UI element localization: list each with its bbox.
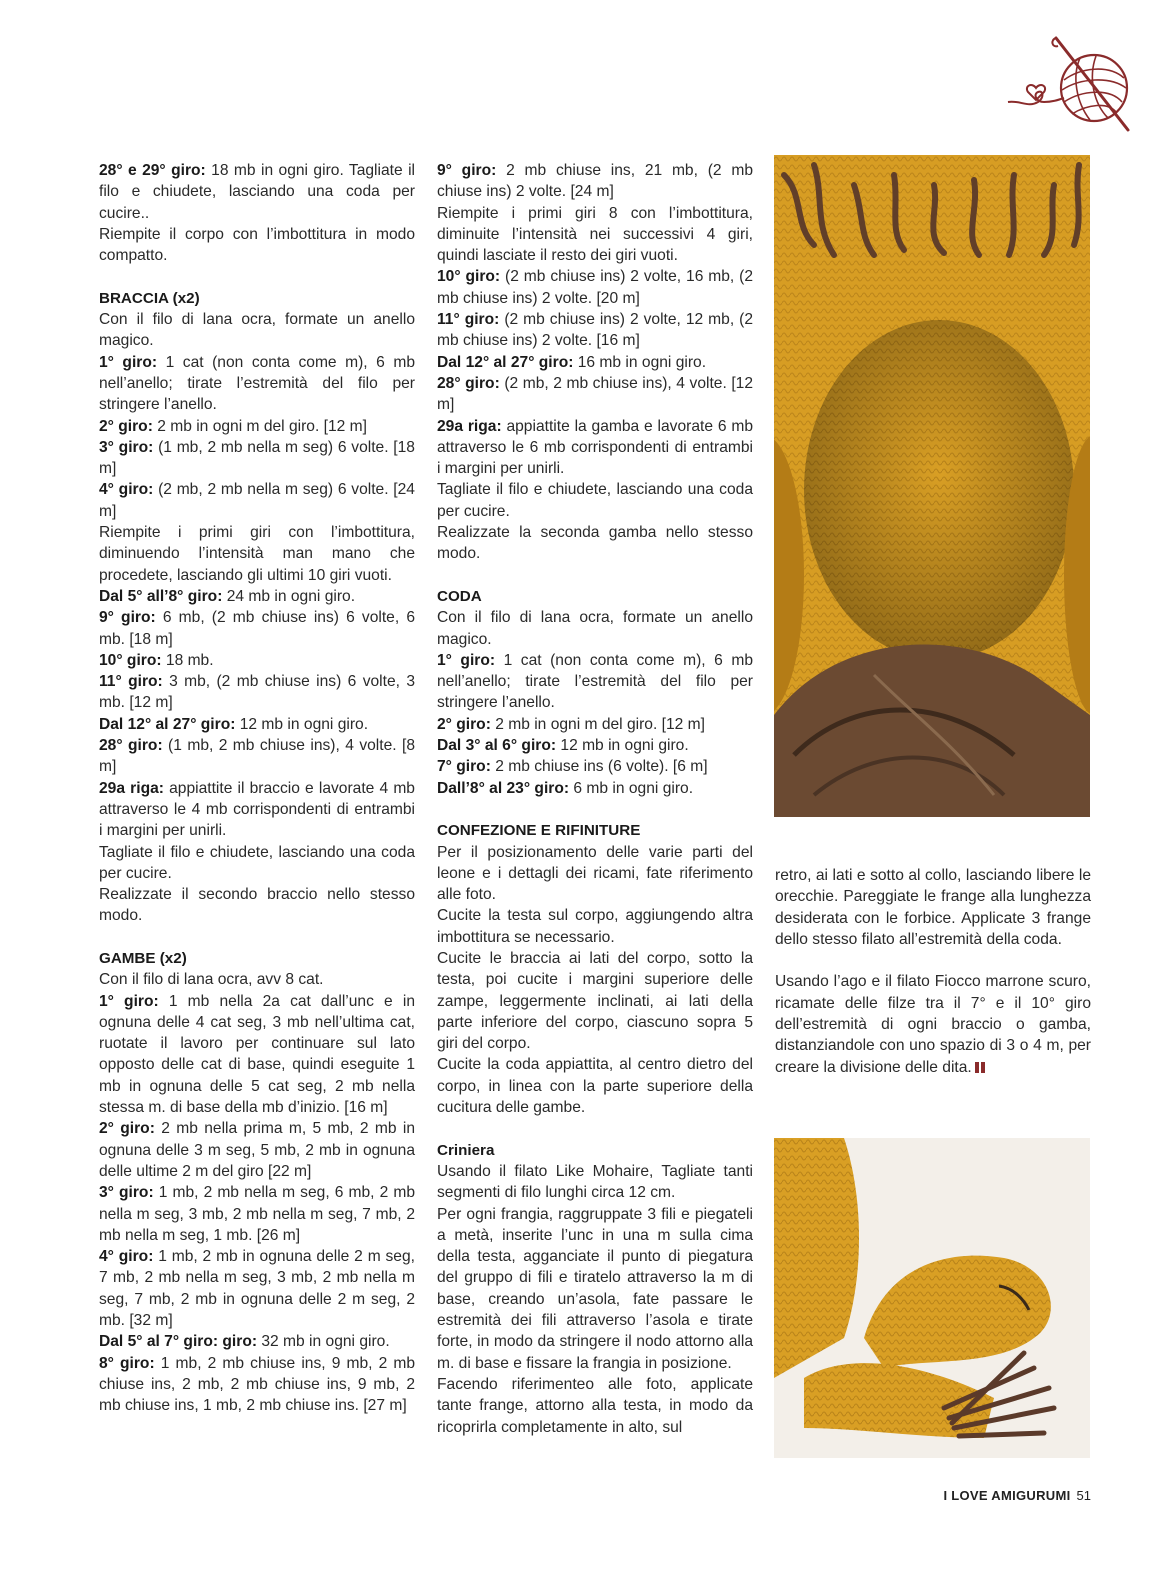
paragraph: Tagliate il filo e chiudete, lasciando una coda per cucire. xyxy=(99,843,415,882)
paragraph: 7° giro: 2 mb chiuse ins (6 volte). [6 m] xyxy=(437,758,708,776)
paragraph: Tagliate il filo e chiudete, lasciando una coda per cucire. xyxy=(437,481,753,520)
paragraph: 3° giro: 1 mb, 2 mb nella m seg, 6 mb, 2 mb nella m seg, 3 mb, 2 mb nella m seg, 7 mb, 2 mb nella m seg, 1 mb. [26 m] xyxy=(99,1184,415,1244)
section-title-criniera: Criniera xyxy=(437,1141,495,1159)
paragraph: Con il filo di lana ocra, avv 8 cat. xyxy=(99,971,324,989)
paragraph: 2° giro: 2 mb in ogni m del giro. [12 m] xyxy=(99,417,367,435)
paragraph: 28° e 29° giro: 18 mb in ogni giro. Tagliate il filo e chiudete, lasciando una coda per cucire.. xyxy=(99,162,415,222)
text-column-1 xyxy=(99,160,415,1417)
paragraph: 11° giro: 3 mb, (2 mb chiuse ins) 6 volte, 3 mb. [12 m] xyxy=(99,673,415,712)
paragraph: Dal 5° al 7° giro: giro: 32 mb in ogni giro. xyxy=(99,1333,390,1351)
paragraph: Cucite la coda appiattita, al centro dietro del corpo, in linea con la parte superiore della cucitura delle gambe. xyxy=(437,1056,753,1117)
paragraph: 29a riga: appiattite il braccio e lavorate 4 mb attraverso le 4 mb corrispondenti di entrambi i margini per unirli. xyxy=(99,779,415,840)
paragraph: 4° giro: (2 mb, 2 mb nella m seg) 6 volte. [24 m] xyxy=(99,481,415,520)
paragraph: 10° giro: (2 mb chiuse ins) 2 volte, 16 mb, (2 mb chiuse ins) 2 volte. [20 m] xyxy=(437,268,754,307)
paragraph: Realizzate il secondo braccio nello stesso modo. xyxy=(99,886,415,925)
section-title-braccia: BRACCIA (x2) xyxy=(99,289,200,307)
paragraph: Usando il filato Like Mohaire, Tagliate tanti segmenti di filo lunghi circa 12 cm. xyxy=(437,1162,753,1202)
paragraph: Dal 3° al 6° giro: 12 mb in ogni giro. xyxy=(437,737,689,755)
paragraph: 28° giro: (1 mb, 2 mb chiuse ins), 4 volte. [8 m] xyxy=(99,737,415,776)
paragraph: Realizzate la seconda gamba nello stesso modo. xyxy=(437,524,753,563)
paragraph: Cucite la testa sul corpo, aggiungendo altra imbottitura se necessario. xyxy=(437,907,753,946)
paragraph: Cucite le braccia ai lati del corpo, sotto la testa, poi cucite i margini superiore delle zampe, leggermente inclinati, ai lati della parte inferiore del corpo, ciascuno sopra 5 giri del corpo. xyxy=(437,949,753,1053)
lion-paw-tail-photo xyxy=(774,1138,1090,1458)
section-title-gambe: GAMBE (x2) xyxy=(99,949,187,967)
paragraph: 1° giro: 1 cat (non conta come m), 6 mb nell’anello; tirate l’estremità del filo per stringere l’anello. xyxy=(99,353,415,414)
paragraph: 9° giro: 2 mb chiuse ins, 21 mb, (2 mb chiuse ins) 2 volte. [24 m] xyxy=(437,162,753,201)
magazine-name: I LOVE AMIGURUMI xyxy=(943,1488,1071,1503)
paragraph: Usando l’ago e il filato Fiocco marrone scuro, ricamate delle filze tra il 7° e il 10° giro dell’estremità di ogni braccio o gamba, distanziandole con uno spazio di 3 o 4 m, per creare la divisione delle dita. xyxy=(775,973,1091,1076)
paragraph: Per il posizionamento delle varie parti del leone e i dettagli dei ricami, fate riferimento alle foto. xyxy=(437,843,753,904)
paragraph: 2° giro: 2 mb in ogni m del giro. [12 m] xyxy=(437,715,705,733)
paragraph: Con il filo di lana ocra, formate un anello magico. xyxy=(437,609,753,648)
lion-body-photo xyxy=(774,155,1090,817)
paragraph: 8° giro: 1 mb, 2 mb chiuse ins, 9 mb, 2 mb chiuse ins, 2 mb, 2 mb chiuse ins, 9 mb, 2 mb chiuse ins, 1 mb, 2 mb chiuse ins. [27 m] xyxy=(99,1354,415,1415)
paragraph: 2° giro: 2 mb nella prima m, 5 mb, 2 mb in ognuna delle 3 m seg, 5 mb, 2 mb in ognuna delle ultime 2 m del giro [22 m] xyxy=(99,1120,415,1180)
paragraph: Per ogni frangia, raggruppate 3 fili e piegateli a metà, inserite l’unc in una m sulla cima della testa, agganciate il punto di piegatura del gruppo di fili e tiratelo attraverso la m di base, creando un’asola, fate passare le estremità dei fili attraverso l’asola e tirate forte, in modo da stringere il nodo attorno alla m. di base e fissare la frangia in posizione. xyxy=(437,1205,753,1372)
paragraph: 1° giro: 1 cat (non conta come m), 6 mb nell’anello; tirate l’estremità del filo per stringere l’anello. xyxy=(437,651,753,712)
section-title-coda: CODA xyxy=(437,587,482,605)
end-of-article-icon xyxy=(975,1062,979,1073)
paragraph: Riempite i primi giri 8 con l’imbottitura, diminuite l’intensità nei successivi 4 giri, quindi lasciate il resto dei giri vuoti. xyxy=(437,204,753,265)
paragraph: retro, ai lati e sotto al collo, lasciando libere le orecchie. Pareggiate le frange alla lunghezza desiderata con le forbice. Applicate 3 frange dello stesso filato all’estremità della coda. xyxy=(775,867,1091,948)
paragraph: 28° giro: (2 mb, 2 mb chiuse ins), 4 volte. [12 m] xyxy=(437,374,754,414)
paragraph: 29a riga: appiattite la gamba e lavorate 6 mb attraverso le 6 mb corrispondenti di entrambi i margini per unirli. xyxy=(437,417,753,478)
section-title-confezione: CONFEZIONE E RIFINITURE xyxy=(437,822,641,840)
page-number: 51 xyxy=(1076,1488,1091,1503)
text-column-3 xyxy=(775,865,1091,1078)
paragraph: 4° giro: 1 mb, 2 mb in ognuna delle 2 m seg, 7 mb, 2 mb nella m seg, 3 mb, 2 mb nella m seg, 7 mb, 2 mb in ognuna delle 2 m seg, 2 mb. [32 m] xyxy=(99,1248,415,1330)
paragraph: Riempite i primi giri con l’imbottitura, diminuendo l’intensità man mano che procedete, lasciando gli ultimi 10 giri vuoti. xyxy=(99,524,415,584)
yarn-ball-logo-icon xyxy=(1000,30,1140,140)
page-footer xyxy=(943,1488,1091,1503)
paragraph: 3° giro: (1 mb, 2 mb nella m seg) 6 volte. [18 m] xyxy=(99,438,415,478)
text-column-2 xyxy=(437,160,753,1438)
paragraph: Dal 12° al 27° giro: 12 mb in ogni giro. xyxy=(99,715,369,733)
paragraph: Riempite il corpo con l’imbottitura in modo compatto. xyxy=(99,225,415,265)
paragraph: 11° giro: (2 mb chiuse ins) 2 volte, 12 mb, (2 mb chiuse ins) 2 volte. [16 m] xyxy=(437,311,753,350)
paragraph: 9° giro: 6 mb, (2 mb chiuse ins) 6 volte, 6 mb. [18 m] xyxy=(99,609,415,648)
paragraph: 1° giro: 1 mb nella 2a cat dall’unc e in ognuna delle 4 cat seg, 3 mb nell’ultima cat, ruotate il lavoro per continuare sul lato opposto delle cat di base, quindi eseguite 1 mb in ognuna delle 5 cat seg, 2 mb nella stessa m. di base della mb d’inizio. [16 m] xyxy=(99,992,415,1117)
paragraph: Dal 5° all’8° giro: 24 mb in ogni giro. xyxy=(99,587,356,605)
paragraph: Dal 12° al 27° giro: 16 mb in ogni giro. xyxy=(437,353,707,371)
paragraph: Con il filo di lana ocra, formate un anello magico. xyxy=(99,311,415,350)
paragraph: 10° giro: 18 mb. xyxy=(99,651,214,669)
paragraph: Dall’8° al 23° giro: 6 mb in ogni giro. xyxy=(437,779,694,797)
paragraph: Facendo riferimenteo alle foto, applicate tante frange, attorno alla testa, in modo da ricoprirla completamente in alto, sul xyxy=(437,1375,753,1436)
